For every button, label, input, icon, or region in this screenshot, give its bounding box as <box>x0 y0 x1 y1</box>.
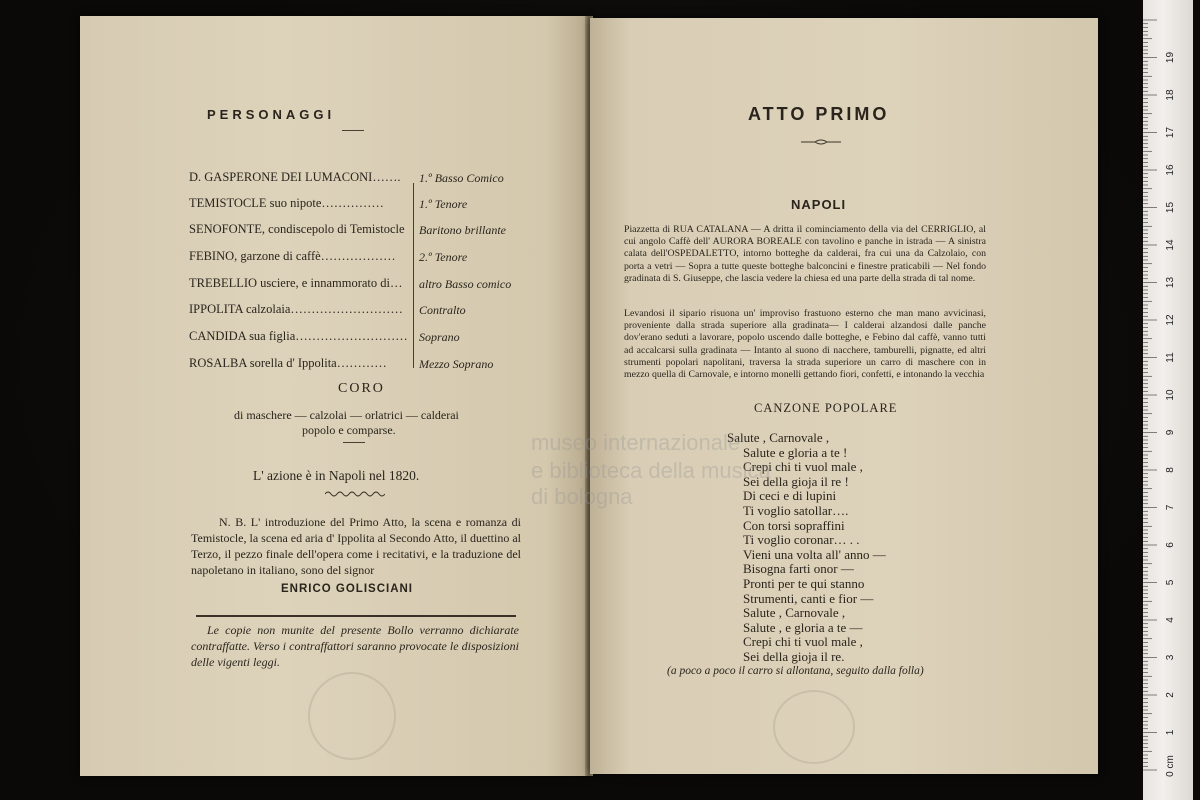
embossed-stamp <box>308 672 396 760</box>
cast-voice-type: 1.º Basso Comico <box>419 171 504 185</box>
ruler-ticks <box>1143 0 1193 800</box>
copyright-notice: Le copie non munite del presente Bollo verranno dichiarate contraffatte. Verso i contraffattori saranno provocate le disposizioni delle vigenti leggi. <box>191 623 519 669</box>
closing-direction: (a poco a poco il carro si allontana, seguito dalla folla) <box>667 665 924 677</box>
cast-voice-type: altro Basso comico <box>419 277 512 291</box>
cast-name: ROSALBA sorella d' Ippolita………… <box>189 356 387 370</box>
verse-line: Di ceci e di lupini <box>743 488 837 504</box>
cast-name: TREBELLIO usciere, e innammorato di… <box>189 276 403 290</box>
cast-name: SENOFONTE, condiscepolo di Temistocle <box>189 222 405 236</box>
cast-voice-type: Mezzo Soprano <box>419 357 494 371</box>
verse-line: Sei della gioja il re. <box>743 649 845 664</box>
ruler-number: 13 <box>1165 276 1176 289</box>
verse-line: Pronti per te qui stanno <box>743 576 865 591</box>
cast-name: IPPOLITA calzolaia……………………… <box>189 302 403 316</box>
verse-line: Crepi chi ti vuol male , <box>743 634 863 650</box>
nb-author: ENRICO GOLISCIANI <box>281 583 414 595</box>
verse-line: Ti voglio coronar… . . <box>743 532 860 548</box>
verse-line: Salute e gloria a te ! <box>743 444 848 460</box>
atto-heading: ATTO PRIMO <box>748 104 890 124</box>
ruler-number: 1 <box>1165 729 1176 736</box>
coro-members: di maschere — calzolai — orlatrici — calderai <box>234 408 459 422</box>
ruler-number: 11 <box>1165 352 1176 363</box>
ruler-number: 8 <box>1165 467 1176 473</box>
cast-voice-type: Baritono brillante <box>419 223 506 237</box>
ornament-flourish <box>801 138 841 146</box>
verse-line: Salute , Carnovale , <box>743 605 846 621</box>
song-title: CANZONE POPOLARE <box>754 401 898 415</box>
cast-voice-type: 1.º Tenore <box>419 197 468 211</box>
ruler-number: 2 <box>1165 692 1176 698</box>
ruler-number: 19 <box>1165 51 1176 64</box>
ornament-squiggle <box>325 490 385 498</box>
cast-name: CANDIDA sua figlia……………………… <box>189 329 408 343</box>
ruler-number: 9 <box>1165 429 1176 436</box>
verse-line: Crepi chi ti vuol male , <box>743 459 863 475</box>
ruler-number: 17 <box>1165 126 1176 139</box>
cast-voice-type: Contralto <box>419 303 466 317</box>
verse-line: Bisogna farti onor — <box>743 561 854 577</box>
cast-voice-type: 2.º Tenore <box>419 250 468 264</box>
heading-rule <box>342 130 364 131</box>
cast-voice-type: Soprano <box>419 330 460 344</box>
verse-line: Strumenti, canti e fior — <box>743 590 874 606</box>
cast-name: D. GASPERONE DEI LUMACONI……. <box>189 170 401 184</box>
verse-line: Salute , Carnovale , <box>727 430 830 445</box>
ruler-number: 3 <box>1165 654 1176 661</box>
verse-line: Con torsi sopraffini <box>743 517 845 533</box>
ruler-number: 5 <box>1165 579 1176 586</box>
ruler-unit-label: 0 cm <box>1165 755 1176 777</box>
ruler-number: 14 <box>1165 239 1176 251</box>
watermark-line1: museo internazionale <box>531 430 741 455</box>
ruler-number: 7 <box>1165 504 1176 511</box>
ruler-number: 12 <box>1165 314 1176 326</box>
watermark-line2: e biblioteca della musica <box>531 458 771 483</box>
coro-heading: CORO <box>338 381 385 396</box>
cast-name: FEBINO, garzone di caffè……………… <box>189 249 396 263</box>
watermark-line3: di bologna <box>531 484 633 509</box>
ruler-number: 4 <box>1165 617 1176 623</box>
ruler-number: 6 <box>1165 542 1176 548</box>
verse-line: Salute , e gloria a te — <box>743 619 863 635</box>
stage-direction: Levandosi il sipario risuona un' improviso frastuono esterno che man mano avvicinasi, proveniente dalla strada superiore alla gradinata— I calderai alzandosi dalle panche dov'erano seduti a lavorare, popolo uscendo dalle botteghe, e Febino dal caffè, vanno tutti ad accalcarsi sulla gradinata — Intanto al suono di nacchere, tamburelli, pignatte, ed altri strumenti popolari napolitani, traversa la strada superiore un carro di maschere con in mezzo quella di Carnovale, e intorno monelli gettando fiori, confetti, e intonando la vecchia <box>624 308 986 381</box>
ruler-number: 10 <box>1165 389 1176 401</box>
place-heading: NAPOLI <box>791 197 847 212</box>
coro-rule <box>343 442 365 443</box>
ruler-number: 15 <box>1165 201 1176 214</box>
personaggi-heading: PERSONAGGI <box>207 107 336 122</box>
nb-paragraph: N. B. L' introduzione del Primo Atto, la scena e romanza di Temistocle, la scena ed aria d' Ippolita al Secondo Atto, il duettino al Terzo, il pezzo finale dell'opera come i recitativi, e la traduzione del napoletano in italiano, sono del signor <box>191 515 521 577</box>
coro-members-2: popolo e comparse. <box>302 423 396 437</box>
verse-line: Sei della gioja il re ! <box>743 473 849 489</box>
cast-brace <box>413 183 414 368</box>
verse-line: Vieni una volta all' anno — <box>743 546 886 562</box>
scene-description: Piazzetta di RUA CATALANA — A dritta il cominciamento della via del CERRIGLIO, al cui angolo Caffè dell' AURORA BOREALE con tavolino e panche in istrada — A sinistra calata dell'OSPEDALETTO, intorno botteghe da calderai, fra cui una da Calzolaio, con porta a vetri — Sopra a tutte queste botteghe balconcini e finestre praticabili — Nel fondo gradinata di S. Giuseppe, che lascia vedere la chiesa ed una parte della strada di tal nome. <box>624 224 986 284</box>
notice-rule <box>196 615 516 617</box>
ruler-number: 16 <box>1165 164 1176 176</box>
setting-line: L' azione è in Napoli nel 1820. <box>253 468 420 483</box>
ruler-number: 18 <box>1165 89 1176 101</box>
verse-line: Ti voglio satollar…. <box>743 503 849 518</box>
cast-name: TEMISTOCLE suo nipote…………… <box>189 196 384 210</box>
embossed-stamp-right <box>773 690 855 764</box>
